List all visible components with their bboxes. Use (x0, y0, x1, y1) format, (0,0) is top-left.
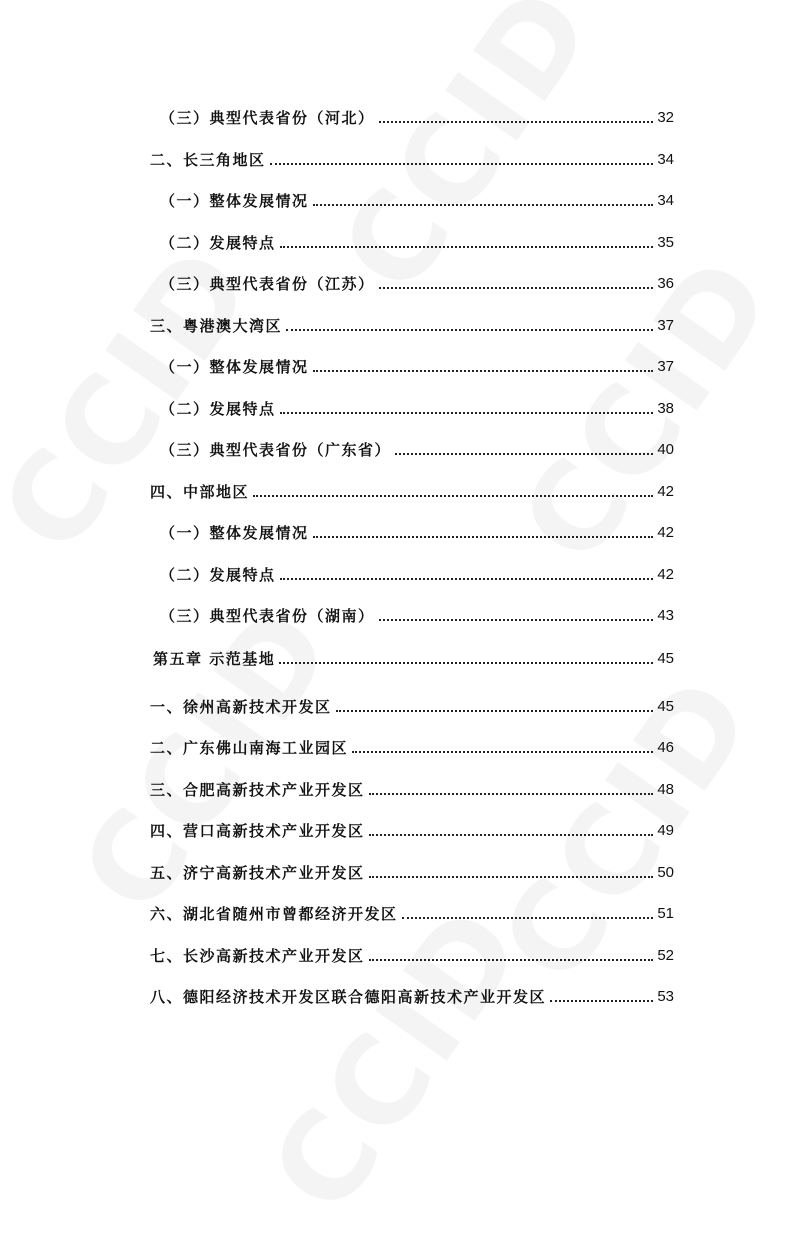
toc-entry-title: 第五章 示范基地 (153, 650, 276, 668)
toc-entry-title: （一）整体发展情况 (160, 524, 309, 542)
toc-entry-page: 34 (657, 192, 674, 209)
toc-entry[interactable] (160, 561, 674, 585)
toc-entry-page: 45 (657, 650, 674, 667)
dot-leader (313, 535, 654, 538)
toc-entry[interactable] (160, 353, 674, 377)
dot-leader (313, 369, 654, 372)
toc-entry-page: 46 (657, 739, 674, 756)
toc-entry[interactable] (160, 602, 674, 626)
toc-chapter-entry[interactable] (153, 645, 674, 669)
toc-entry-page: 40 (657, 441, 674, 458)
toc-entry-title: 三、粤港澳大湾区 (150, 317, 283, 335)
toc-entry[interactable] (150, 859, 674, 883)
toc-entry[interactable] (160, 229, 674, 253)
toc-entry-page: 50 (657, 864, 674, 881)
toc-entry-page: 37 (657, 358, 674, 375)
toc-entry[interactable] (150, 312, 674, 336)
toc-entry-title: （三）典型代表省份（江苏） (160, 275, 375, 293)
dot-leader (286, 328, 653, 331)
dot-leader (280, 245, 654, 248)
dot-leader (395, 452, 653, 455)
toc-entry-page: 38 (657, 400, 674, 417)
toc-entry-title: 二、长三角地区 (150, 151, 266, 169)
dot-leader (369, 792, 654, 795)
toc-entry-title: （一）整体发展情况 (160, 358, 309, 376)
toc-entry-page: 48 (657, 781, 674, 798)
toc-entry[interactable] (160, 270, 674, 294)
toc-entry[interactable] (160, 104, 674, 128)
toc-entry-page: 37 (657, 317, 674, 334)
toc-entry[interactable] (150, 942, 674, 966)
toc-entry-page: 42 (657, 566, 674, 583)
toc-entry-title: 三、合肥高新技术产业开发区 (150, 781, 365, 799)
dot-leader (270, 162, 654, 165)
dot-leader (369, 833, 654, 836)
toc-entry[interactable] (150, 146, 674, 170)
dot-leader (279, 661, 653, 664)
toc-entry-page: 35 (657, 234, 674, 251)
toc-entry-title: 二、广东佛山南海工业园区 (150, 739, 349, 757)
dot-leader (336, 709, 654, 712)
toc-entry-title: （三）典型代表省份（广东省） (160, 441, 392, 459)
toc-entry-title: （三）典型代表省份（湖南） (160, 607, 375, 625)
toc-entry-title: （二）发展特点 (160, 234, 276, 252)
toc-entry-title: （一）整体发展情况 (160, 192, 309, 210)
toc-entry[interactable] (150, 900, 674, 924)
dot-leader (402, 916, 654, 919)
dot-leader (550, 999, 653, 1002)
toc-entry[interactable] (150, 983, 674, 1007)
toc-entry-page: 52 (657, 947, 674, 964)
toc-entry-title: 七、长沙高新技术产业开发区 (150, 947, 365, 965)
dot-leader (280, 411, 654, 414)
toc-entry-page: 34 (657, 151, 674, 168)
dot-leader (369, 875, 654, 878)
toc-entry[interactable] (160, 519, 674, 543)
toc-entry[interactable] (160, 395, 674, 419)
dot-leader (369, 958, 654, 961)
dot-leader (253, 494, 653, 497)
dot-leader (352, 750, 653, 753)
toc-entry-page: 51 (657, 905, 674, 922)
toc-entry-title: （三）典型代表省份（河北） (160, 109, 375, 127)
toc-entry-page: 42 (657, 524, 674, 541)
toc-entry[interactable] (150, 734, 674, 758)
toc-entry-page: 43 (657, 607, 674, 624)
toc-entry-page: 45 (657, 698, 674, 715)
toc-entry[interactable] (150, 776, 674, 800)
toc-entry-title: 四、中部地区 (150, 483, 250, 501)
toc-entry-title: 八、德阳经济技术开发区联合德阳高新技术产业开发区 (150, 988, 547, 1006)
toc-entry-page: 32 (657, 109, 674, 126)
dot-leader (313, 203, 654, 206)
dot-leader (379, 286, 654, 289)
dot-leader (280, 577, 654, 580)
toc-entry-title: 六、湖北省随州市曾都经济开发区 (150, 905, 398, 923)
dot-leader (379, 618, 654, 621)
toc-entry-page: 42 (657, 483, 674, 500)
toc-entry[interactable] (160, 187, 674, 211)
toc-entry-page: 36 (657, 275, 674, 292)
toc-entry-title: 四、营口高新技术产业开发区 (150, 822, 365, 840)
dot-leader (379, 120, 654, 123)
toc-entry-title: （二）发展特点 (160, 566, 276, 584)
toc-entry[interactable] (150, 478, 674, 502)
toc-entry[interactable] (150, 817, 674, 841)
toc-entry[interactable] (150, 693, 674, 717)
toc-entry-page: 49 (657, 822, 674, 839)
toc-entry-page: 53 (657, 988, 674, 1005)
toc-entry[interactable] (160, 436, 674, 460)
toc-entry-title: （二）发展特点 (160, 400, 276, 418)
toc-entry-title: 五、济宁高新技术产业开发区 (150, 864, 365, 882)
toc-entry-title: 一、徐州高新技术开发区 (150, 698, 332, 716)
